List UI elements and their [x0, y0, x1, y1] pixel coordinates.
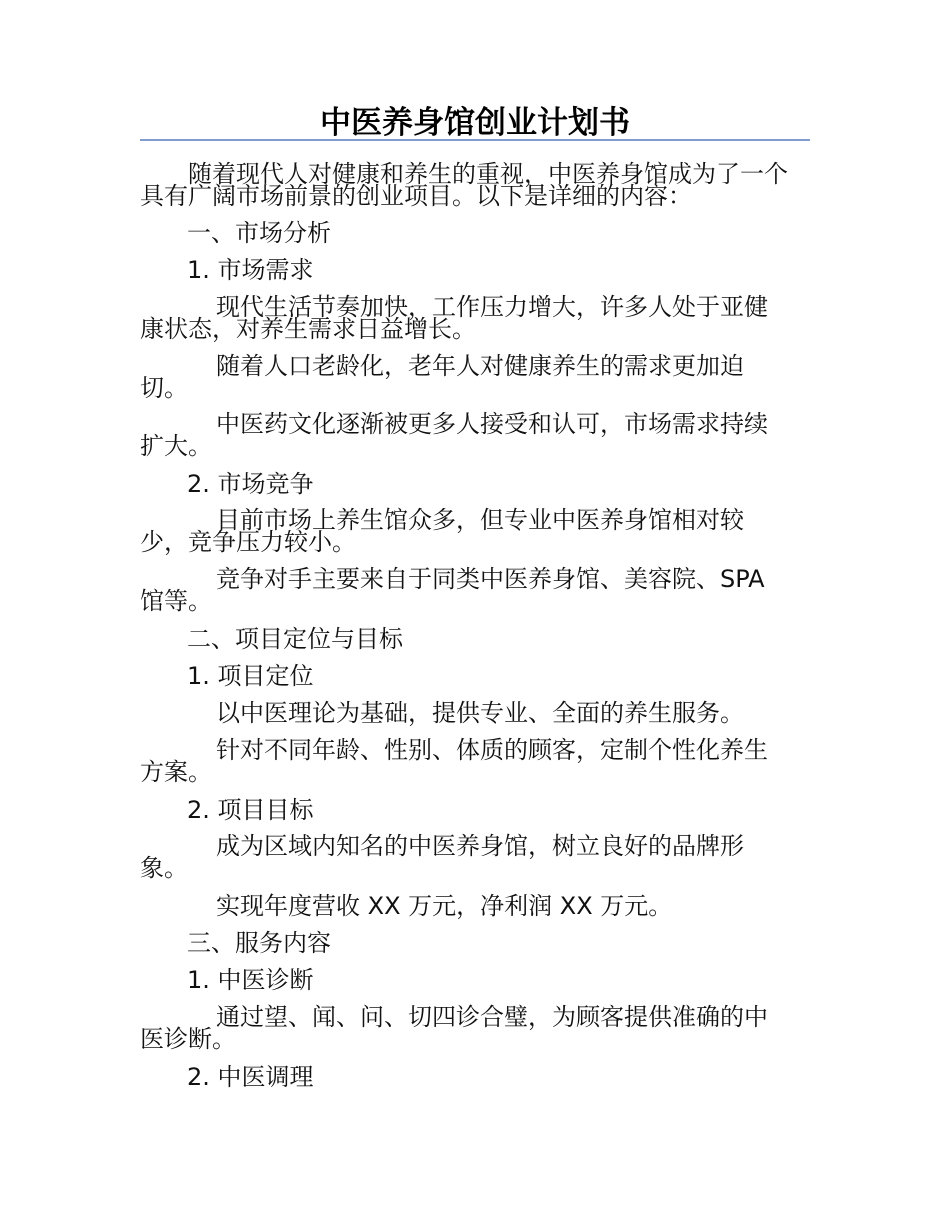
paragraph-line: 扩大。 — [140, 432, 212, 460]
paragraph-line: 成为区域内知名的中医养身馆，树立良好的品牌形 — [216, 832, 744, 860]
body-paragraph — [140, 293, 812, 343]
body-paragraph — [140, 736, 812, 786]
body-line: 实现年度营收 XX 万元，净利润 XX 万元。 — [216, 892, 673, 920]
subsection-heading: 2. 市场竞争 — [187, 470, 314, 498]
paragraph-line: 中医药文化逐渐被更多人接受和认可，市场需求持续 — [216, 410, 768, 438]
title-underline — [140, 139, 810, 141]
body-line: 以中医理论为基础，提供专业、全面的养生服务。 — [216, 699, 744, 727]
subsection-heading: 1. 项目定位 — [187, 662, 314, 690]
paragraph-line: 随着现代人对健康和养生的重视，中医养身馆成为了一个 — [188, 160, 788, 188]
body-paragraph — [140, 352, 812, 402]
body-paragraph — [140, 506, 812, 556]
subsection-heading: 1. 中医诊断 — [187, 966, 314, 994]
section-heading: 一、市场分析 — [187, 219, 331, 247]
paragraph-line: 馆等。 — [140, 587, 212, 615]
paragraph-line: 随着人口老龄化，老年人对健康养生的需求更加迫 — [216, 352, 744, 380]
paragraph-line: 针对不同年龄、性别、体质的顾客，定制个性化养生 — [216, 736, 768, 764]
paragraph-line: 象。 — [140, 854, 188, 882]
paragraph-line: 竞争对手主要来自于同类中医养身馆、美容院、SPA — [216, 565, 765, 593]
paragraph-line: 通过望、闻、问、切四诊合璧，为顾客提供准确的中 — [216, 1003, 768, 1031]
body-paragraph — [140, 1003, 812, 1053]
paragraph-line: 康状态，对养生需求日益增长。 — [140, 315, 476, 343]
section-heading: 三、服务内容 — [187, 929, 331, 957]
paragraph-line: 目前市场上养生馆众多，但专业中医养身馆相对较 — [216, 506, 744, 534]
paragraph-line: 切。 — [140, 374, 188, 402]
paragraph-line: 医诊断。 — [140, 1025, 236, 1053]
subsection-heading: 2. 中医调理 — [187, 1063, 314, 1091]
body-paragraph — [140, 832, 812, 882]
paragraph-line: 少，竞争压力较小。 — [140, 528, 356, 556]
subsection-heading: 1. 市场需求 — [187, 256, 314, 284]
subsection-heading: 2. 项目目标 — [187, 796, 314, 824]
paragraph-line: 现代生活节奏加快，工作压力增大，许多人处于亚健 — [216, 293, 768, 321]
paragraph-line: 方案。 — [140, 758, 212, 786]
body-paragraph — [140, 565, 812, 615]
document-title: 中医养身馆创业计划书 — [320, 105, 630, 141]
section-heading: 二、项目定位与目标 — [187, 625, 403, 653]
body-paragraph — [140, 410, 812, 460]
intro-paragraph — [140, 160, 812, 210]
paragraph-line: 具有广阔市场前景的创业项目。以下是详细的内容： — [140, 182, 692, 210]
